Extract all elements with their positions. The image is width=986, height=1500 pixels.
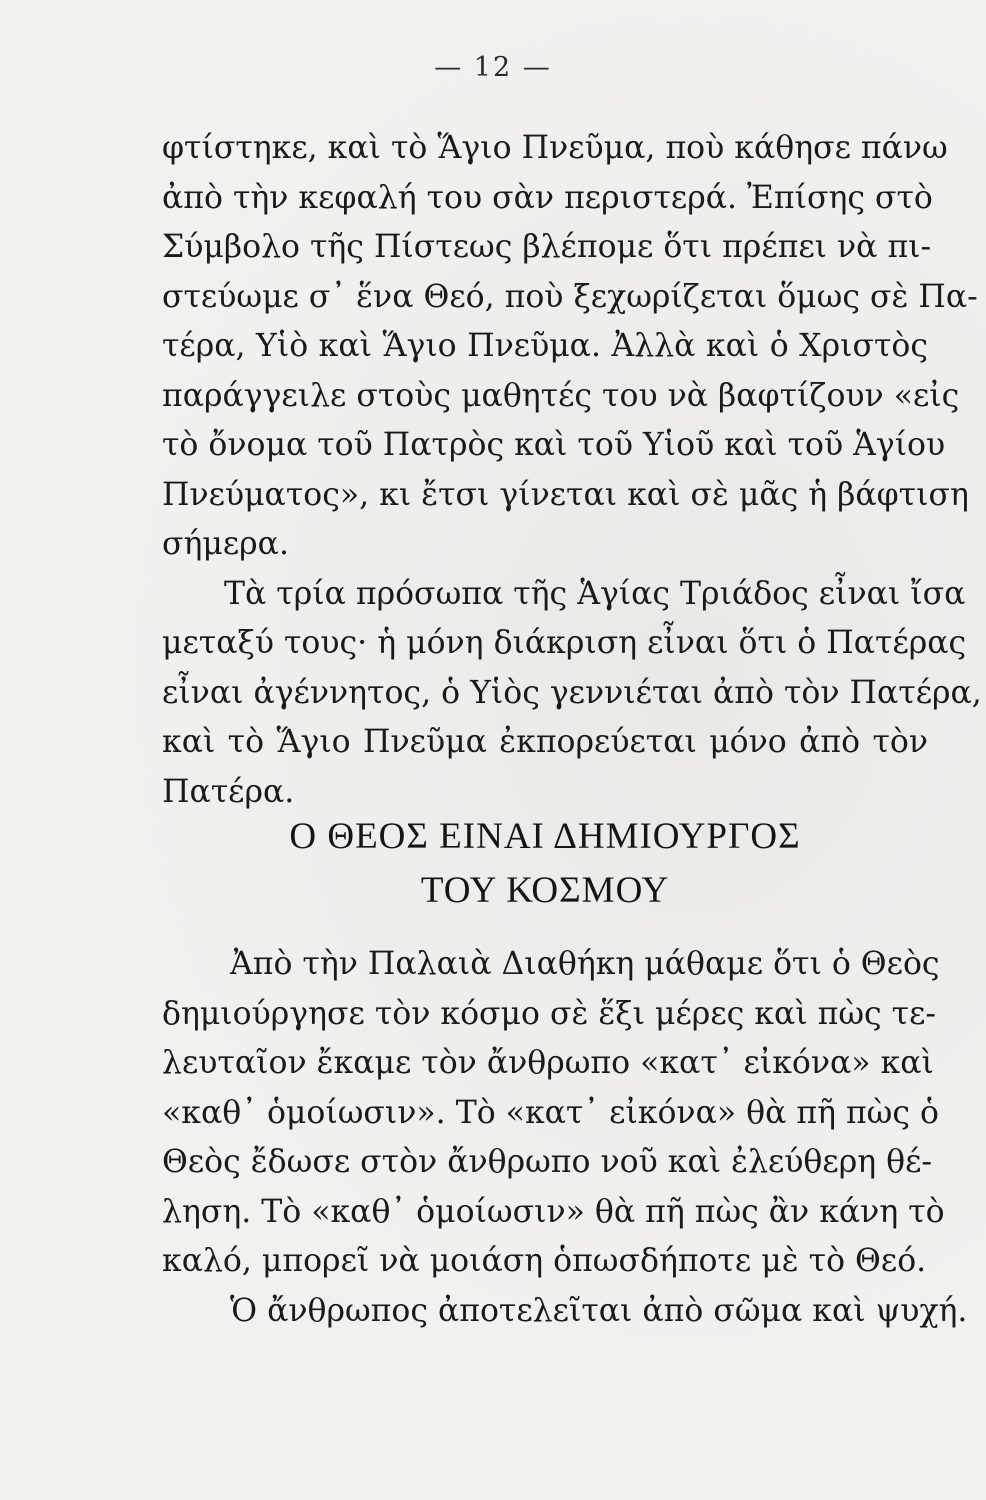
text-line: ληση. Τὸ «καθ᾽ ὁμοίωσιν» θὰ πῆ πὼς ἂν κάνη τὸ bbox=[162, 1193, 945, 1230]
section-heading-line: ΤΟΥ ΚΟΣΜΟΥ bbox=[420, 870, 670, 911]
text-line: Ὁ ἄνθρωπος ἀποτελεῖται ἀπὸ σῶμα καὶ ψυχή. bbox=[230, 1292, 968, 1329]
text-line: Σύμβολο τῆς Πίστεως βλέπομε ὅτι πρέπει νὰ πι- bbox=[162, 229, 932, 265]
text-line: Θεὸς ἔδωσε στὸν ἄνθρωπο νοῦ καὶ ἐλεύθερη θέ- bbox=[162, 1144, 933, 1180]
text-line: παράγγειλε στοὺς μαθητές του νὰ βαφτίζουν «εἰς bbox=[162, 377, 960, 414]
text-line: εἶναι ἀγέννητος, ὁ Υἱὸς γεννιέται ἀπὸ τὸν Πατέρα, bbox=[162, 674, 982, 711]
page-number: — 12 — bbox=[434, 52, 552, 83]
text-line: ἀπὸ τὴν κεφαλή του σὰν περιστερά. Ἐπίσης στὸ bbox=[162, 179, 933, 216]
text-line: τὸ ὄνομα τοῦ Πατρὸς καὶ τοῦ Υἱοῦ καὶ τοῦ Ἁγίου bbox=[162, 427, 946, 463]
section-heading-line: Ο ΘΕΟΣ ΕΙΝΑΙ ΔΗΜΙΟΥΡΓΟΣ bbox=[289, 816, 801, 857]
text-line: σήμερα. bbox=[162, 526, 289, 562]
text-line: καὶ τὸ Ἅγιο Πνεῦμα ἐκπορεύεται μόνο ἀπὸ τὸν bbox=[162, 724, 928, 760]
text-line: δημιούργησε τὸν κόσμο σὲ ἕξι μέρες καὶ πὼς τε- bbox=[162, 995, 937, 1032]
text-line: φτίστηκε, καὶ τὸ Ἅγιο Πνεῦμα, ποὺ κάθησε πάνω bbox=[162, 130, 948, 166]
text-line: Ἀπὸ τὴν Παλαιὰ Διαθήκη μάθαμε ὅτι ὁ Θεὸς bbox=[230, 946, 940, 982]
text-line: μεταξύ τους· ἡ μόνη διάκριση εἶναι ὅτι ὁ Πατέρας bbox=[162, 625, 967, 661]
text-line: Τὰ τρία πρόσωπα τῆς Ἁγίας Τριάδος εἶναι ἴσα bbox=[224, 575, 966, 612]
text-line: Πνεύματος», κι ἔτσι γίνεται καὶ σὲ μᾶς ἡ βάφτιση bbox=[162, 476, 969, 513]
text-line: «καθ᾽ ὁμοίωσιν». Τὸ «κατ᾽ εἰκόνα» θὰ πῆ πὼς ὁ bbox=[162, 1094, 939, 1131]
text-line: στεύωμε σ᾽ ἕνα Θεό, ποὺ ξεχωρίζεται ὅμως σὲ Πα- bbox=[162, 278, 978, 315]
body-text-bottom bbox=[162, 940, 968, 1336]
text-line: Πατέρα. bbox=[162, 773, 295, 810]
body-text-top bbox=[162, 124, 982, 817]
text-line: καλό, μπορεῖ νὰ μοιάση ὁπωσδήποτε μὲ τὸ Θεό. bbox=[162, 1243, 927, 1279]
text-line: τέρα, Υἱὸ καὶ Ἅγιο Πνεῦμα. Ἀλλὰ καὶ ὁ Χριστὸς bbox=[162, 328, 928, 364]
text-line: λευταῖον ἔκαμε τὸν ἄνθρωπο «κατ᾽ εἰκόνα» καὶ bbox=[162, 1045, 934, 1081]
section-heading bbox=[162, 810, 928, 918]
